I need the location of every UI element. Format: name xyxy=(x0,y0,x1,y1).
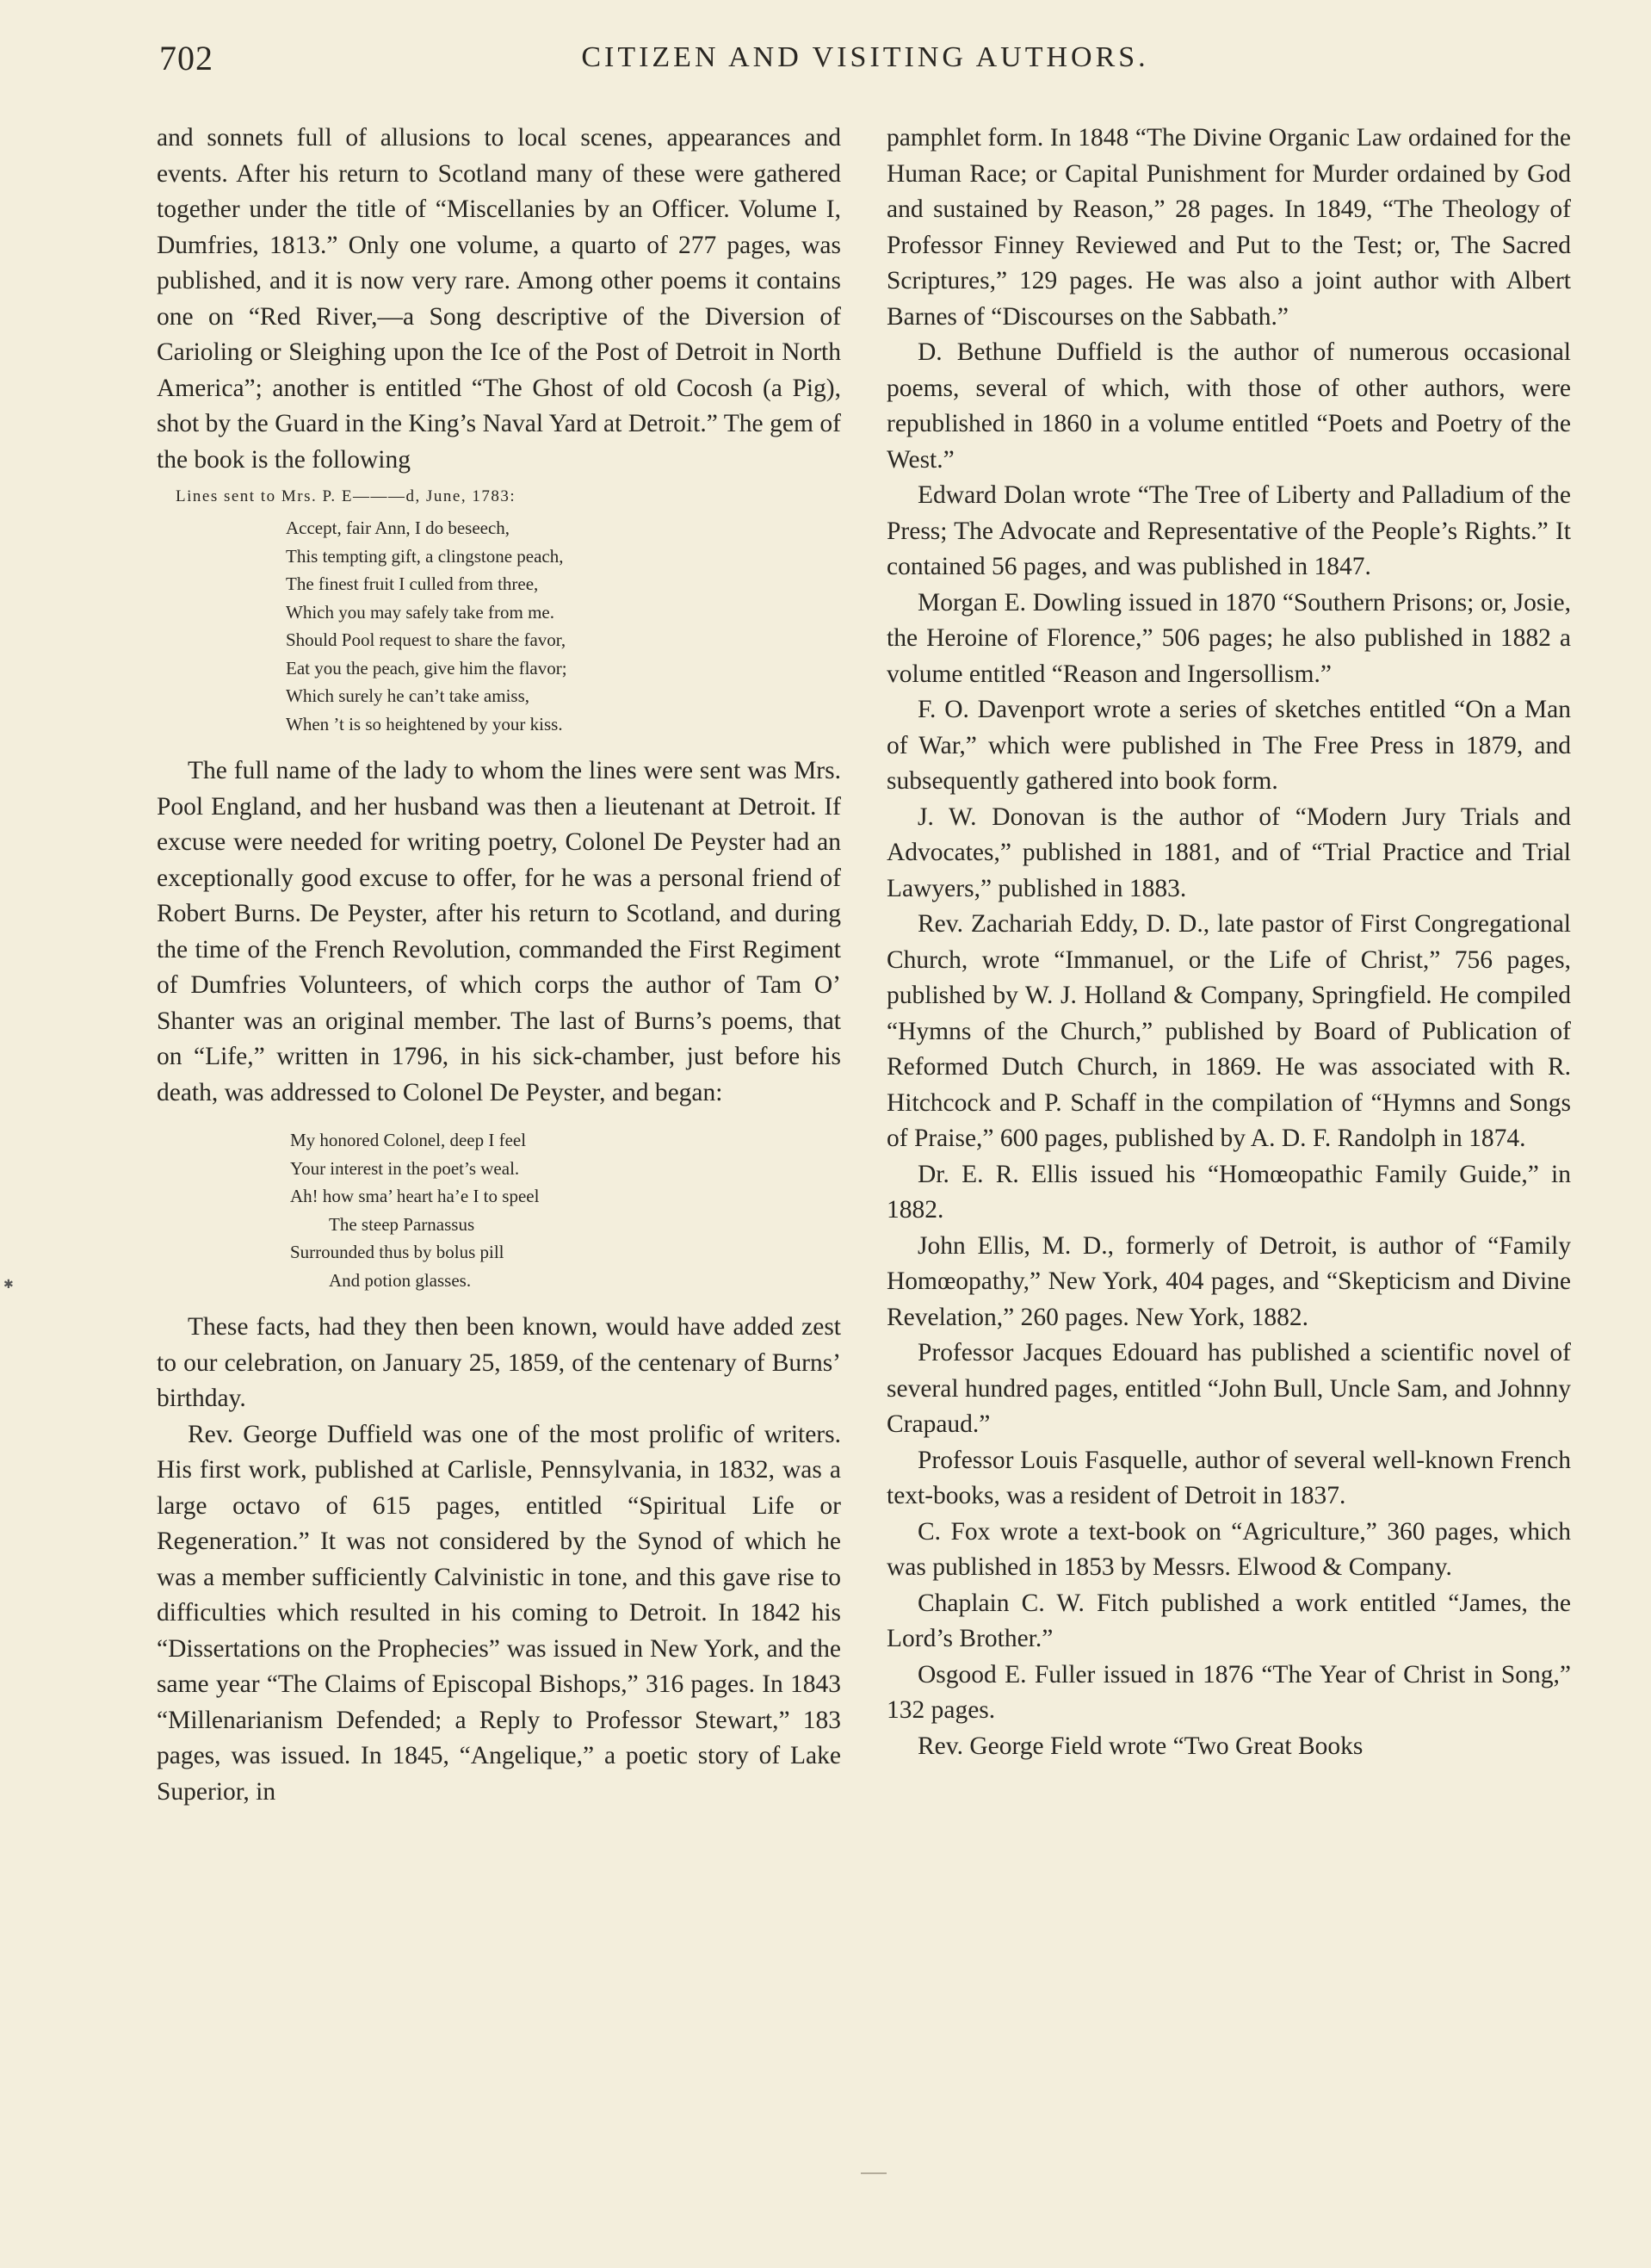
poem-line: Which you may safely take from me. xyxy=(286,601,554,623)
poem-line: The finest fruit I culled from three, xyxy=(286,573,539,594)
paragraph: Morgan E. Dowling issued in 1870 “Southern Prisons; or, Josie, the Heroine of Florence,” 506 pages; he also published in 1882 a volume entitled “Reason and Ingersollism.” xyxy=(887,588,1571,688)
poem-line: When ’t is so heightened by your kiss. xyxy=(286,713,563,734)
paragraph: pamphlet form. In 1848 “The Divine Organic Law ordained for the Human Race; or Capital Punishment for Murder ordained by God and sustained by Reason,” 28 pages. In 1849, “The Theology of Professor Finney Reviewed and Put to the Test; or, The Sacred Scriptures,” 129 pages. He was also a joint author with Albert Barnes of “Discourses on the Sabbath.” xyxy=(887,124,1571,331)
paragraph: Professor Louis Fasquelle, author of several well-known French text-books, was a resident of Detroit in 1837. xyxy=(887,1446,1571,1509)
poem-line: My honored Colonel, deep I feel xyxy=(290,1130,527,1150)
poem-line: Which surely he can’t take amiss, xyxy=(286,685,530,706)
paragraph: Rev. George Duffield was one of the most prolific of writers. His first work, published at Carlisle, Pennsylvania, in 1832, was a large octavo of 615 pages, entitled “Spiritual Life or Regeneration.” It was not considered by the Synod of which he was a member sufficiently Calvinistic in tone, and this gave rise to difficulties which resulted in his coming to Detroit. In 1842 his “Dissertations on the Prophecies” was issued in New York, and the same year “The Claims of Episcopal Bishops,” 316 pages. In 1843 “Millenarianism Defended; a Reply to Professor Stewart,” 183 pages, was issued. In 1845, “Angelique,” a poetic story of Lake Superior, in xyxy=(157,1420,841,1806)
poem-line: And potion glasses. xyxy=(329,1269,472,1291)
running-title: CITIZEN AND VISITING AUTHORS. xyxy=(581,41,1149,73)
paragraph: Chaplain C. W. Fitch published a work entitled “James, the Lord’s Brother.” xyxy=(887,1589,1571,1652)
poem-line: This tempting gift, a clingstone peach, xyxy=(286,545,564,567)
paragraph: D. Bethune Duffield is the author of numerous occasional poems, several of which, with those of other authors, were republished in 1860 in a volume entitled “Poets and Poetry of the West.” xyxy=(887,338,1571,474)
poem-line: Eat you the peach, give him the flavor; xyxy=(286,657,567,679)
poem xyxy=(157,1126,841,1294)
poem-line: Your interest in the poet’s weal. xyxy=(290,1157,520,1179)
paragraph: Edward Dolan wrote “The Tree of Liberty and Palladium of the Press; The Advocate and Representative of the People’s Rights.” It contained 56 pages, and was published in 1847. xyxy=(887,481,1571,580)
poem xyxy=(157,514,841,738)
paragraph: Osgood E. Fuller issued in 1876 “The Year of Christ in Song,” 132 pages. xyxy=(887,1660,1571,1724)
right-column xyxy=(887,121,1571,1764)
paragraph: Rev. George Field wrote “Two Great Books xyxy=(918,1732,1363,1760)
poem-line: The steep Parnassus xyxy=(329,1213,475,1235)
paragraph: Professor Jacques Edouard has published a scientific novel of several hundred pages, entitled “John Bull, Uncle Sam, and Johnny Crapaud.” xyxy=(887,1339,1571,1438)
page-header xyxy=(159,38,1571,79)
paragraph: John Ellis, M. D., formerly of Detroit, is author of “Family Homœopathy,” New York, 404 pages, and “Skepticism and Divine Revelation,” 260 pages. New York, 1882. xyxy=(887,1231,1571,1331)
paragraph: Rev. Zachariah Eddy, D. D., late pastor of First Congregational Church, wrote “Immanuel, or the Life of Christ,” 756 pages, published by W. J. Holland & Company, Springfield. He compiled “Hymns of the Church,” published by Board of Publication of Reformed Dutch Church, in 1869. He was associated with R. Hitchcock and P. Schaff in the compilation of “Hymns and Songs of Praise,” 600 pages, published by A. D. F. Randolph in 1874. xyxy=(887,910,1571,1152)
paragraph: F. O. Davenport wrote a series of sketches entitled “On a Man of War,” which were published in The Free Press in 1879, and subsequently gathered into book form. xyxy=(887,696,1571,795)
left-column xyxy=(157,121,841,1810)
poem-line: Accept, fair Ann, I do beseech, xyxy=(286,517,510,538)
ink-speck: ✱ xyxy=(3,1279,14,1292)
paragraph: These facts, had they then been known, would have added zest to our celebration, on January 25, 1859, of the centenary of Burns’ birthday. xyxy=(157,1313,841,1412)
poem-line: Should Pool request to share the favor, xyxy=(286,629,566,650)
page-number: 702 xyxy=(159,39,213,77)
paragraph: J. W. Donovan is the author of “Modern Jury Trials and Advocates,” published in 1881, and of “Trial Practice and Trial Lawyers,” published in 1883. xyxy=(887,802,1571,902)
paragraph: Dr. E. R. Ellis issued his “Homœopathic Family Guide,” in 1882. xyxy=(887,1160,1571,1224)
poem-heading: Lines sent to Mrs. P. E———d, June, 1783: xyxy=(176,487,516,505)
printer-mark xyxy=(861,2166,887,2174)
paragraph: The full name of the lady to whom the lines were sent was Mrs. Pool England, and her husband was then a lieutenant at Detroit. If excuse were needed for writing poetry, Colonel De Peyster had an exceptionally good excuse to offer, for he was a personal friend of Robert Burns. De Peyster, after his return to Scotland, and during the time of the French Revolution, commanded the First Regiment of Dumfries Volunteers, of which corps the author of Tam O’ Shanter was an original member. The last of Burns’s poems, that on “Life,” written in 1796, in his sick-chamber, just before his death, was addressed to Colonel De Peyster, and began: xyxy=(157,757,841,1106)
poem-line: Ah! how sma’ heart ha’e I to speel xyxy=(290,1186,540,1206)
poem-line: Surrounded thus by bolus pill xyxy=(290,1242,504,1262)
paragraph: and sonnets full of allusions to local scenes, appearances and events. After his return to Scotland many of these were gathered together under the title of “Miscellanies by an Officer. Volume I, Dumfries, 1813.” Only one volume, a quarto of 277 pages, was published, and it is now very rare. Among other poems it contains one on “Red River,—a Song descriptive of the Diversion of Carioling or Sleighing upon the Ice of the Post of Detroit in North America”; another is entitled “The Ghost of old Cocosh (a Pig), shot by the Guard in the King’s Naval Yard at Detroit.” The gem of the book is the following xyxy=(157,124,841,474)
paragraph: C. Fox wrote a text-book on “Agriculture,” 360 pages, which was published in 1853 by Messrs. Elwood & Company. xyxy=(887,1517,1571,1581)
